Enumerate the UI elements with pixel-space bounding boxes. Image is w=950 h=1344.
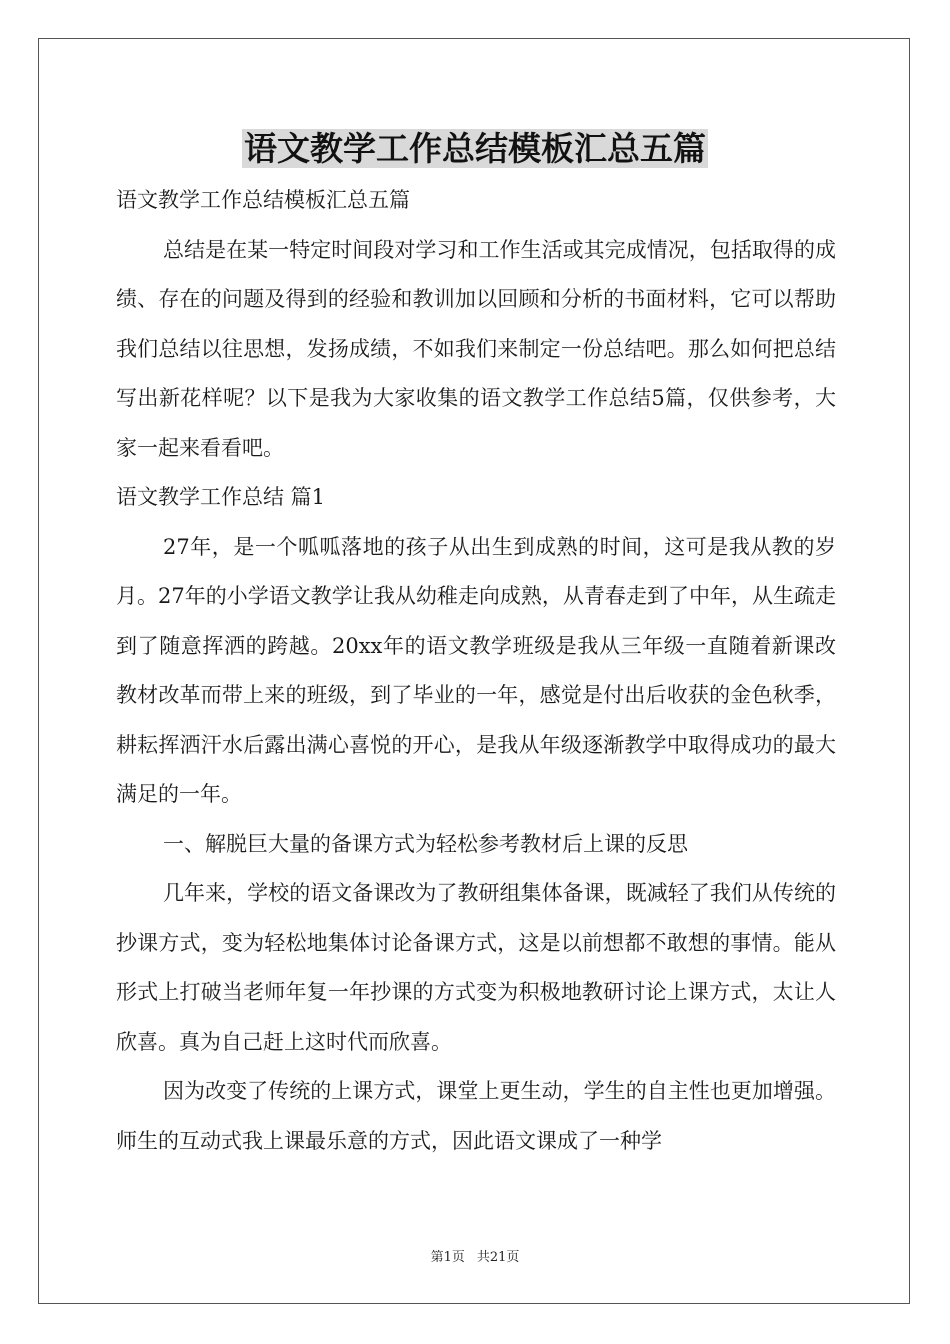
paragraph: 几年来，学校的语文备课改为了教研组集体备课，既减轻了我们从传统的抄课方式，变为轻松地集体讨论备课方式，这是以前想都不敢想的事情。能从形式上打破当老师年复一年抄课的方式变为积极地教研讨论上课方式，太让人欣喜。真为自己赶上这时代而欣喜。 [116, 881, 836, 1054]
paragraph: 27年，是一个呱呱落地的孩子从出生到成熟的时间，这可是我从教的岁月。27年的小学语文教学让我从幼稚走向成熟，从青春走到了中年，从生疏走到了随意挥洒的跨越。20xx年的语文教学班级是我从三年级一直随着新课改教材改革而带上来的班级，到了毕业的一年，感觉是付出后收获的金色秋季，耕耘挥洒汗水后露出满心喜悦的开心，是我从年级逐渐教学中取得成功的最大满足的一年。 [116, 534, 836, 806]
page-total: 共21页 [476, 1250, 520, 1265]
subsection-heading: 一、解脱巨大量的备课方式为轻松参考教材后上课的反思 [163, 831, 688, 856]
paragraph: 语文教学工作总结模板汇总五篇 [116, 188, 410, 212]
document-title-text: 语文教学工作总结模板汇总五篇 [244, 129, 706, 168]
document-body [116, 176, 836, 1166]
paragraph: 因为改变了传统的上课方式，课堂上更生动，学生的自主性也更加增强。师生的互动式我上课最乐意的方式，因此语文课成了一种学 [116, 1079, 836, 1153]
page-number: 第1页 [430, 1250, 465, 1265]
page-footer [0, 1246, 950, 1265]
paragraph: 总结是在某一特定时间段对学习和工作生活或其完成情况，包括取得的成绩、存在的问题及得到的经验和教训加以回顾和分析的书面材料，它可以帮助我们总结以往思想，发扬成绩，不如我们来制定一份总结吧。那么如何把总结写出新花样呢？以下是我为大家收集的语文教学工作总结5篇，仅供参考，大家一起来看看吧。 [116, 237, 836, 460]
document-title [0, 126, 950, 172]
section-heading: 语文教学工作总结 篇1 [116, 485, 326, 509]
